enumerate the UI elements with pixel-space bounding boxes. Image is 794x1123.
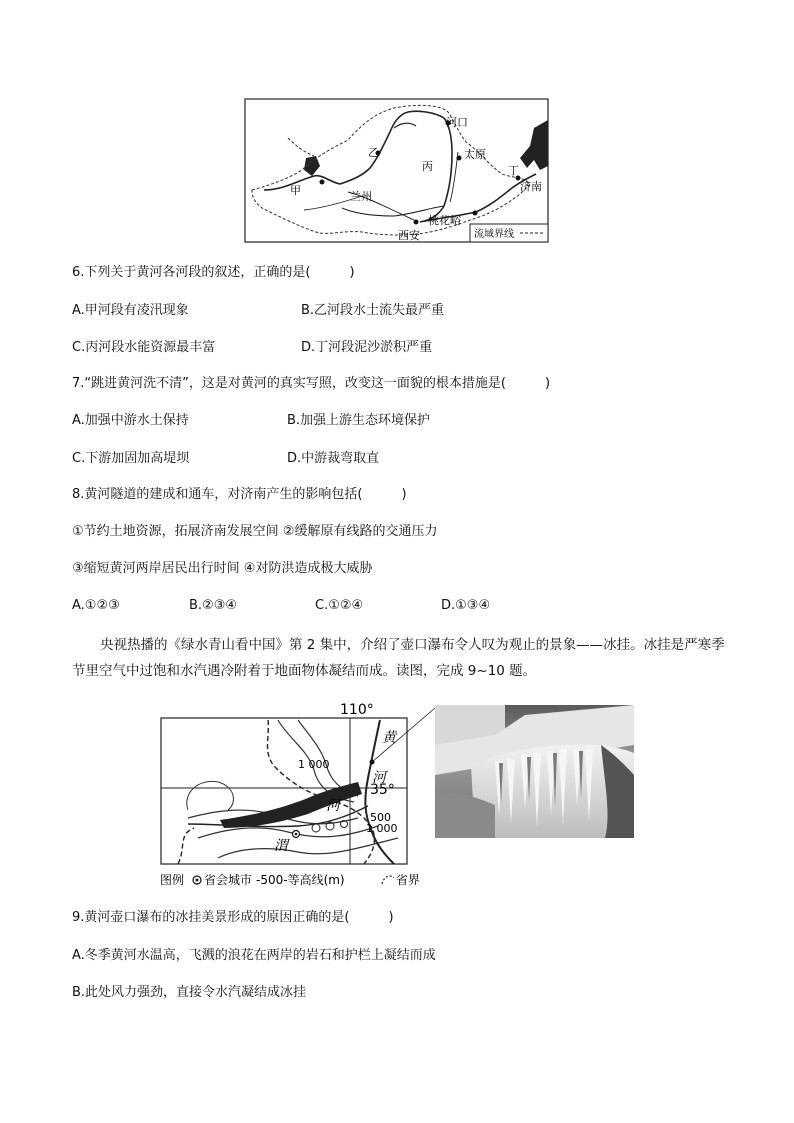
q7-option-a[interactable]: A.加强中游水土保持 xyxy=(72,413,189,428)
q8-option-a[interactable]: A.①②③ xyxy=(72,598,120,613)
label-he: 河 xyxy=(372,770,386,786)
q6-option-b[interactable]: B.乙河段水土流失最严重 xyxy=(301,303,445,318)
q7-option-c[interactable]: C.下游加固加高堤坝 xyxy=(72,451,190,466)
q8-statements-1: ①节约土地资源，拓展济南发展空间 ②缓解原有线路的交通压力 xyxy=(72,524,438,539)
passage-text xyxy=(72,632,732,684)
province-border-icon xyxy=(382,876,394,884)
legend-city: 省会城市 xyxy=(204,873,253,887)
legend-title: 图例 xyxy=(160,873,185,887)
q7-stem: 7.“跳进黄河洗不清”，这是对黄河的真实写照，改变这一面貌的根本措施是( ) xyxy=(72,376,551,391)
contour-label-500: 500 xyxy=(370,811,391,824)
q9-option-a[interactable]: A.冬季黄河水温高，飞溅的浪花在两岸的岩石和护栏上凝结而成 xyxy=(72,948,436,963)
q9-option-b[interactable]: B.此处风力强劲，直接令水汽凝结成冰挂 xyxy=(72,985,307,1000)
label-taiyuan: 太原 xyxy=(464,148,486,161)
q8-option-c[interactable]: C.①②④ xyxy=(315,598,364,613)
q6-option-a[interactable]: A.甲河段有凌汛现象 xyxy=(72,303,189,318)
hukou-region-map xyxy=(158,698,443,892)
label-bing: 丙 xyxy=(422,160,433,173)
q7-option-b[interactable]: B.加强上游生态环境保护 xyxy=(287,413,431,428)
q8-statements-2: ③缩短黄河两岸居民出行时间 ④对防洪造成极大威胁 xyxy=(72,561,373,576)
label-xian: 西安 xyxy=(398,229,420,242)
longitude-label: 110° xyxy=(340,702,374,718)
label-taohuayu: 桃花峪 xyxy=(428,214,461,227)
contour-label-1000-b: 1 000 xyxy=(366,822,398,835)
label-hekou: 河口 xyxy=(446,116,468,129)
q9-stem: 9.黄河壶口瀑布的冰挂美景形成的原因正确的是( ) xyxy=(72,910,394,925)
q6-option-d[interactable]: D.丁河段泥沙淤积严重 xyxy=(301,340,433,355)
label-jia: 甲 xyxy=(290,184,301,197)
label-he-2: 河 xyxy=(326,798,340,814)
label-wei: 渭 xyxy=(274,838,288,854)
legend-contour: -500-等高线(m) xyxy=(256,873,345,887)
label-ding: 丁 xyxy=(508,164,519,177)
passage-body: 央视热播的《绿水青山看中国》第 2 集中，介绍了壶口瀑布令人叹为观止的景象——冰挂。冰挂是严寒季节里空气中过饱和水汽遇冷附着于地面物体凝结而成。读图，完成 9~10 题。 xyxy=(72,637,725,679)
q8-option-d[interactable]: D.①③④ xyxy=(441,598,491,613)
q8-option-b[interactable]: B.②③④ xyxy=(189,598,238,613)
legend-label: 流域界线 xyxy=(474,229,514,240)
legend-border: 省界 xyxy=(396,873,421,887)
q8-stem: 8.黄河隧道的建成和通车，对济南产生的影响包括( ) xyxy=(72,487,407,502)
label-yi: 乙 xyxy=(368,146,379,159)
label-jinan: 济南 xyxy=(520,180,542,193)
label-lanzhou: 兰州 xyxy=(350,190,372,203)
q6-stem: 6.下列关于黄河各河段的叙述，正确的是( ) xyxy=(72,265,355,280)
q7-option-d[interactable]: D.中游裁弯取直 xyxy=(287,451,380,466)
latitude-label: 35° xyxy=(370,782,395,798)
q6-option-c[interactable]: C.丙河段水能资源最丰富 xyxy=(72,340,216,355)
label-huang: 黄 xyxy=(382,730,396,746)
contour-label-1000-a: 1 000 xyxy=(298,758,330,771)
hukou-ice-photo xyxy=(435,705,634,838)
yellow-river-basin-map xyxy=(244,98,549,243)
